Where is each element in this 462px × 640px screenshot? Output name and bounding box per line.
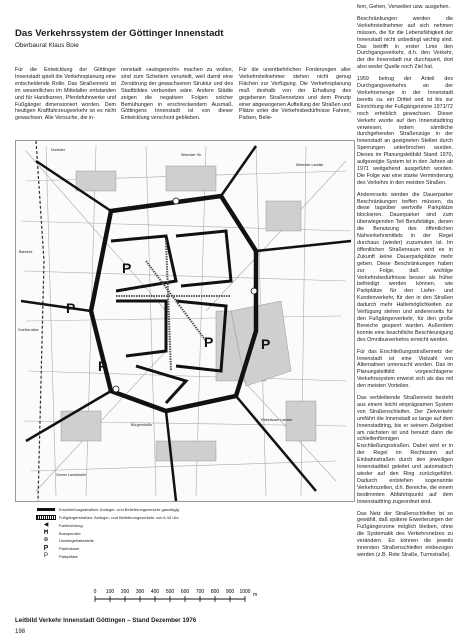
scale-tick-label: 300 xyxy=(135,589,145,595)
bus-lock-icon: Ħ xyxy=(43,529,49,536)
parking-house-icon: P xyxy=(43,545,49,553)
scale-tick-label: 500 xyxy=(165,589,175,595)
svg-text:P: P xyxy=(261,336,271,352)
page-number: 198 xyxy=(15,629,26,635)
text-column-3: Für die unentbehrlichen Forderungen aller Verkehrsteilnehmer stehen nicht genug Flächen zur Verfügung. Die Verkehrsplanung muß deshalb von der Erhaltung des gegebenen Straßennetzes und dem Prinzip einer abgewogenen Aufteilung der Straßen und Plätze unter die Verkehrsbedürfnisse Fahren, Parken, Belie- xyxy=(239,67,352,122)
paragraph: 1959 betrug der Anteil des Durchgangsverkehrs an der Verkehrsmenge in der Innenstadt bereits ca. ein Drittel und ist bis zur Einrichtung der Fußgängerzone 1971/72 noch erheblich gewachsen. Dieser Verkehr wurde auf den Innenstadtring verwiesen, indem sämtliche durchgehenden Straßenzüge in der Innenstadt an geeigneten Stellen durch Sperrungen unterbrochen wurden. Dieses im Planungsleitbild Stand 1970, aufgezeigte System ist in den Jahren ab 1971 weitgehend ausgeführt worden. Die Folge war eine starke Verminderung des Verkehrs in den meisten Straßen. xyxy=(357,76,453,186)
paragraph: Das Netz der Straßenschleifen ist so gewählt, daß spätere Erweiterungen der Fußgängerzone möglich bleiben, ohne die Systematik des Verkehrsnetzes zu verändern. Es können die jeweils innersten Straßenschleifen einbezogen werden (z.B. Rote Straße, Turmstraße). xyxy=(357,510,453,558)
map-label-gronerl: Groner Landstraße xyxy=(56,473,87,477)
map-label-buerger: Bürgerstraße xyxy=(131,423,152,427)
right-text-column xyxy=(357,4,453,564)
scale-tick-label: 800 xyxy=(210,589,220,595)
map-label-nord: Nordufer xyxy=(51,148,65,152)
traffic-map xyxy=(15,140,355,502)
paragraph: Beschränkungen werden die Verkehrsteilnehmer auf sich nehmen müssen, die für die Lebensfähigkeit der Innenstadt nicht unbedingt wichtig sind. Das betrifft in erster Linie den Durchgangsverkehr, d.h. den Verkehr, der die Innenstadt nur durchquert, dort also weder Quelle noch Ziel hat. xyxy=(357,15,453,71)
legend-item: ◀ Fahrtrichtung xyxy=(36,522,336,530)
svg-text:P: P xyxy=(204,334,214,350)
scale-tick-label: 400 xyxy=(150,589,160,595)
map-caption: Leitbild Verkehr Innenstadt Göttingen – Stand Dezember 1976 xyxy=(15,617,197,624)
scale-tick-label: 200 xyxy=(120,589,130,595)
map-svg xyxy=(16,141,354,501)
article-title: Das Verkehrssystem der Göttinger Innenstadt xyxy=(15,28,224,39)
svg-text:P: P xyxy=(122,260,132,276)
map-label-reinhaeuser: Reinhäuser Landstr xyxy=(261,418,293,422)
article-author: Oberbaurat Klaus Boie xyxy=(15,42,79,49)
legend-item: Fußgängerstraßen: Anlieger- und Belieferungsverkehr von 6-10 Uhr xyxy=(36,514,336,522)
scale-tick-label: 700 xyxy=(195,589,205,595)
map-label-weender-l: Weender Landstr xyxy=(296,163,324,167)
svg-text:P: P xyxy=(66,300,76,316)
legend-item: P Parkhäuser xyxy=(36,545,336,553)
map-label-weende: Weender Str xyxy=(181,153,202,157)
text-column-2: nenstadt »autogerecht« machen zu wollen, sind zum Scheitern verurteilt, weil damit eine Zerstörung der gewachsenen Struktur und des Stadtbildes verbunden wäre. Andere Städte zeigen die negativen Folgen solcher Bemühungen in erschreckendem Ausmaß. Göttingens Innenstadt ist von dieser Entwicklung verschont geblieben. xyxy=(121,67,233,122)
buildings xyxy=(61,166,316,461)
map-label-goetheallee: Goethe-allee xyxy=(18,328,39,332)
svg-text:P: P xyxy=(98,358,108,374)
scale-tick-label: 600 xyxy=(180,589,190,595)
paragraph: Andererseits werden die Dauerparker Beschränkungen treffen müssen, da diese tagsüber wertvolle Parkplätze blockieren. Dauerparker sind zum überwiegenden Teil Berufstätige, denen die Benutzung des öffentlichen Nahverkehrsmittels in der Regel durchaus (wieder) zuzumuten ist. Im öffentlichen Straßenraum wird es in Zukunft keine Dauerparkplätze mehr geben. Diese Beschränkungen haben zur Folge, daß wichtige Verkehrsbedürfnisse besser als früher befriedigt werden können, wie Parkplätze für den Liefer- und Kundenverkehr, für den in den Straßen dadurch mehr Haltemöglichkeiten zur Verfügung stehen und andererseits für den Fußgängerverkehr, für den große Bereiche gesperrt wurden. Außerdem konnte eine beachtliche Beschleunigung des Omnibusverkehrs erreicht werden. xyxy=(357,191,453,343)
paragraph: fern, Gehen, Verweilen usw. ausgehen. xyxy=(357,4,450,10)
hatched-road-icon xyxy=(36,515,56,521)
text-column-1: Für die Entwicklung der Göttinger Innenstadt spielt die Verkehrsplanung eine entscheidende Rolle. Das Straßennetz ist im wesentlichen im Mittelalter entstanden und für Handkarren, Pferdefuhrwerke und Fußgänger dimensioniert worden. Dem heutigen Kraftfahrzeugverkehr ist es nicht gewachsen. Alle Versuche, die in- xyxy=(15,67,116,122)
scale-bar xyxy=(90,586,270,606)
legend-item: Erschließungsstraßen: Anlieger- und Belieferungsverkehr ganztägig xyxy=(36,506,336,514)
arrow-icon: ◀ xyxy=(43,521,49,528)
bus-stop-icon: ⊕ xyxy=(43,537,49,544)
thick-road-icon xyxy=(36,507,56,513)
parking-lot-icon: P xyxy=(43,553,48,560)
paragraph: Für das Erschließungsstraßennetz der Innenstadt ist eine Vielzahl von Alternativen untersucht worden. Das im Planungsleitbild vorgeschlagene Verkehrssystem erweist sich als das mit den meisten Vorteilen. xyxy=(357,348,453,390)
map-legend xyxy=(36,506,336,561)
map-label-bahnhof: Bahnhof xyxy=(19,250,33,254)
scale-tick-label: 100 xyxy=(105,589,115,595)
legend-item: ⊕ Umsteigehaltestelle xyxy=(36,537,336,545)
scale-tick-label: 1000 xyxy=(239,589,251,595)
scale-tick-label: 900 xyxy=(225,589,235,595)
access-roads xyxy=(111,231,231,403)
legend-item: P Parkplätze xyxy=(36,553,336,561)
scale-tick-label: 0 xyxy=(93,589,97,595)
legend-item: Ħ Bussperrahr xyxy=(36,529,336,537)
paragraph: Das verbleibende Straßennetz besteht aus einem leicht einprägsamen System von Straßenschleifen. Der Zielverkehr umfährt die Innenstadt so lange auf dem Innenstadtring, bis er seinem Zielgebiet am nächsten ist und benutzt dann die schleifenförmigen Erschließungsstraßen. Dabei wird er in der Regel im Rechtssinn auf Einbahnstraßen durch den jeweiligen Innenstadtteil geleitet und automatisch wieder auf den Ring zurückgeführt. Dadurch entstehen sogenannte Verkehrszellen, d.h. Bereiche, die einem bestimmten Abfahrtspunkt auf dem Innenstadtring zugeordnet sind. xyxy=(357,395,453,505)
scale-ticks xyxy=(94,589,251,602)
scale-unit: m xyxy=(253,592,258,598)
